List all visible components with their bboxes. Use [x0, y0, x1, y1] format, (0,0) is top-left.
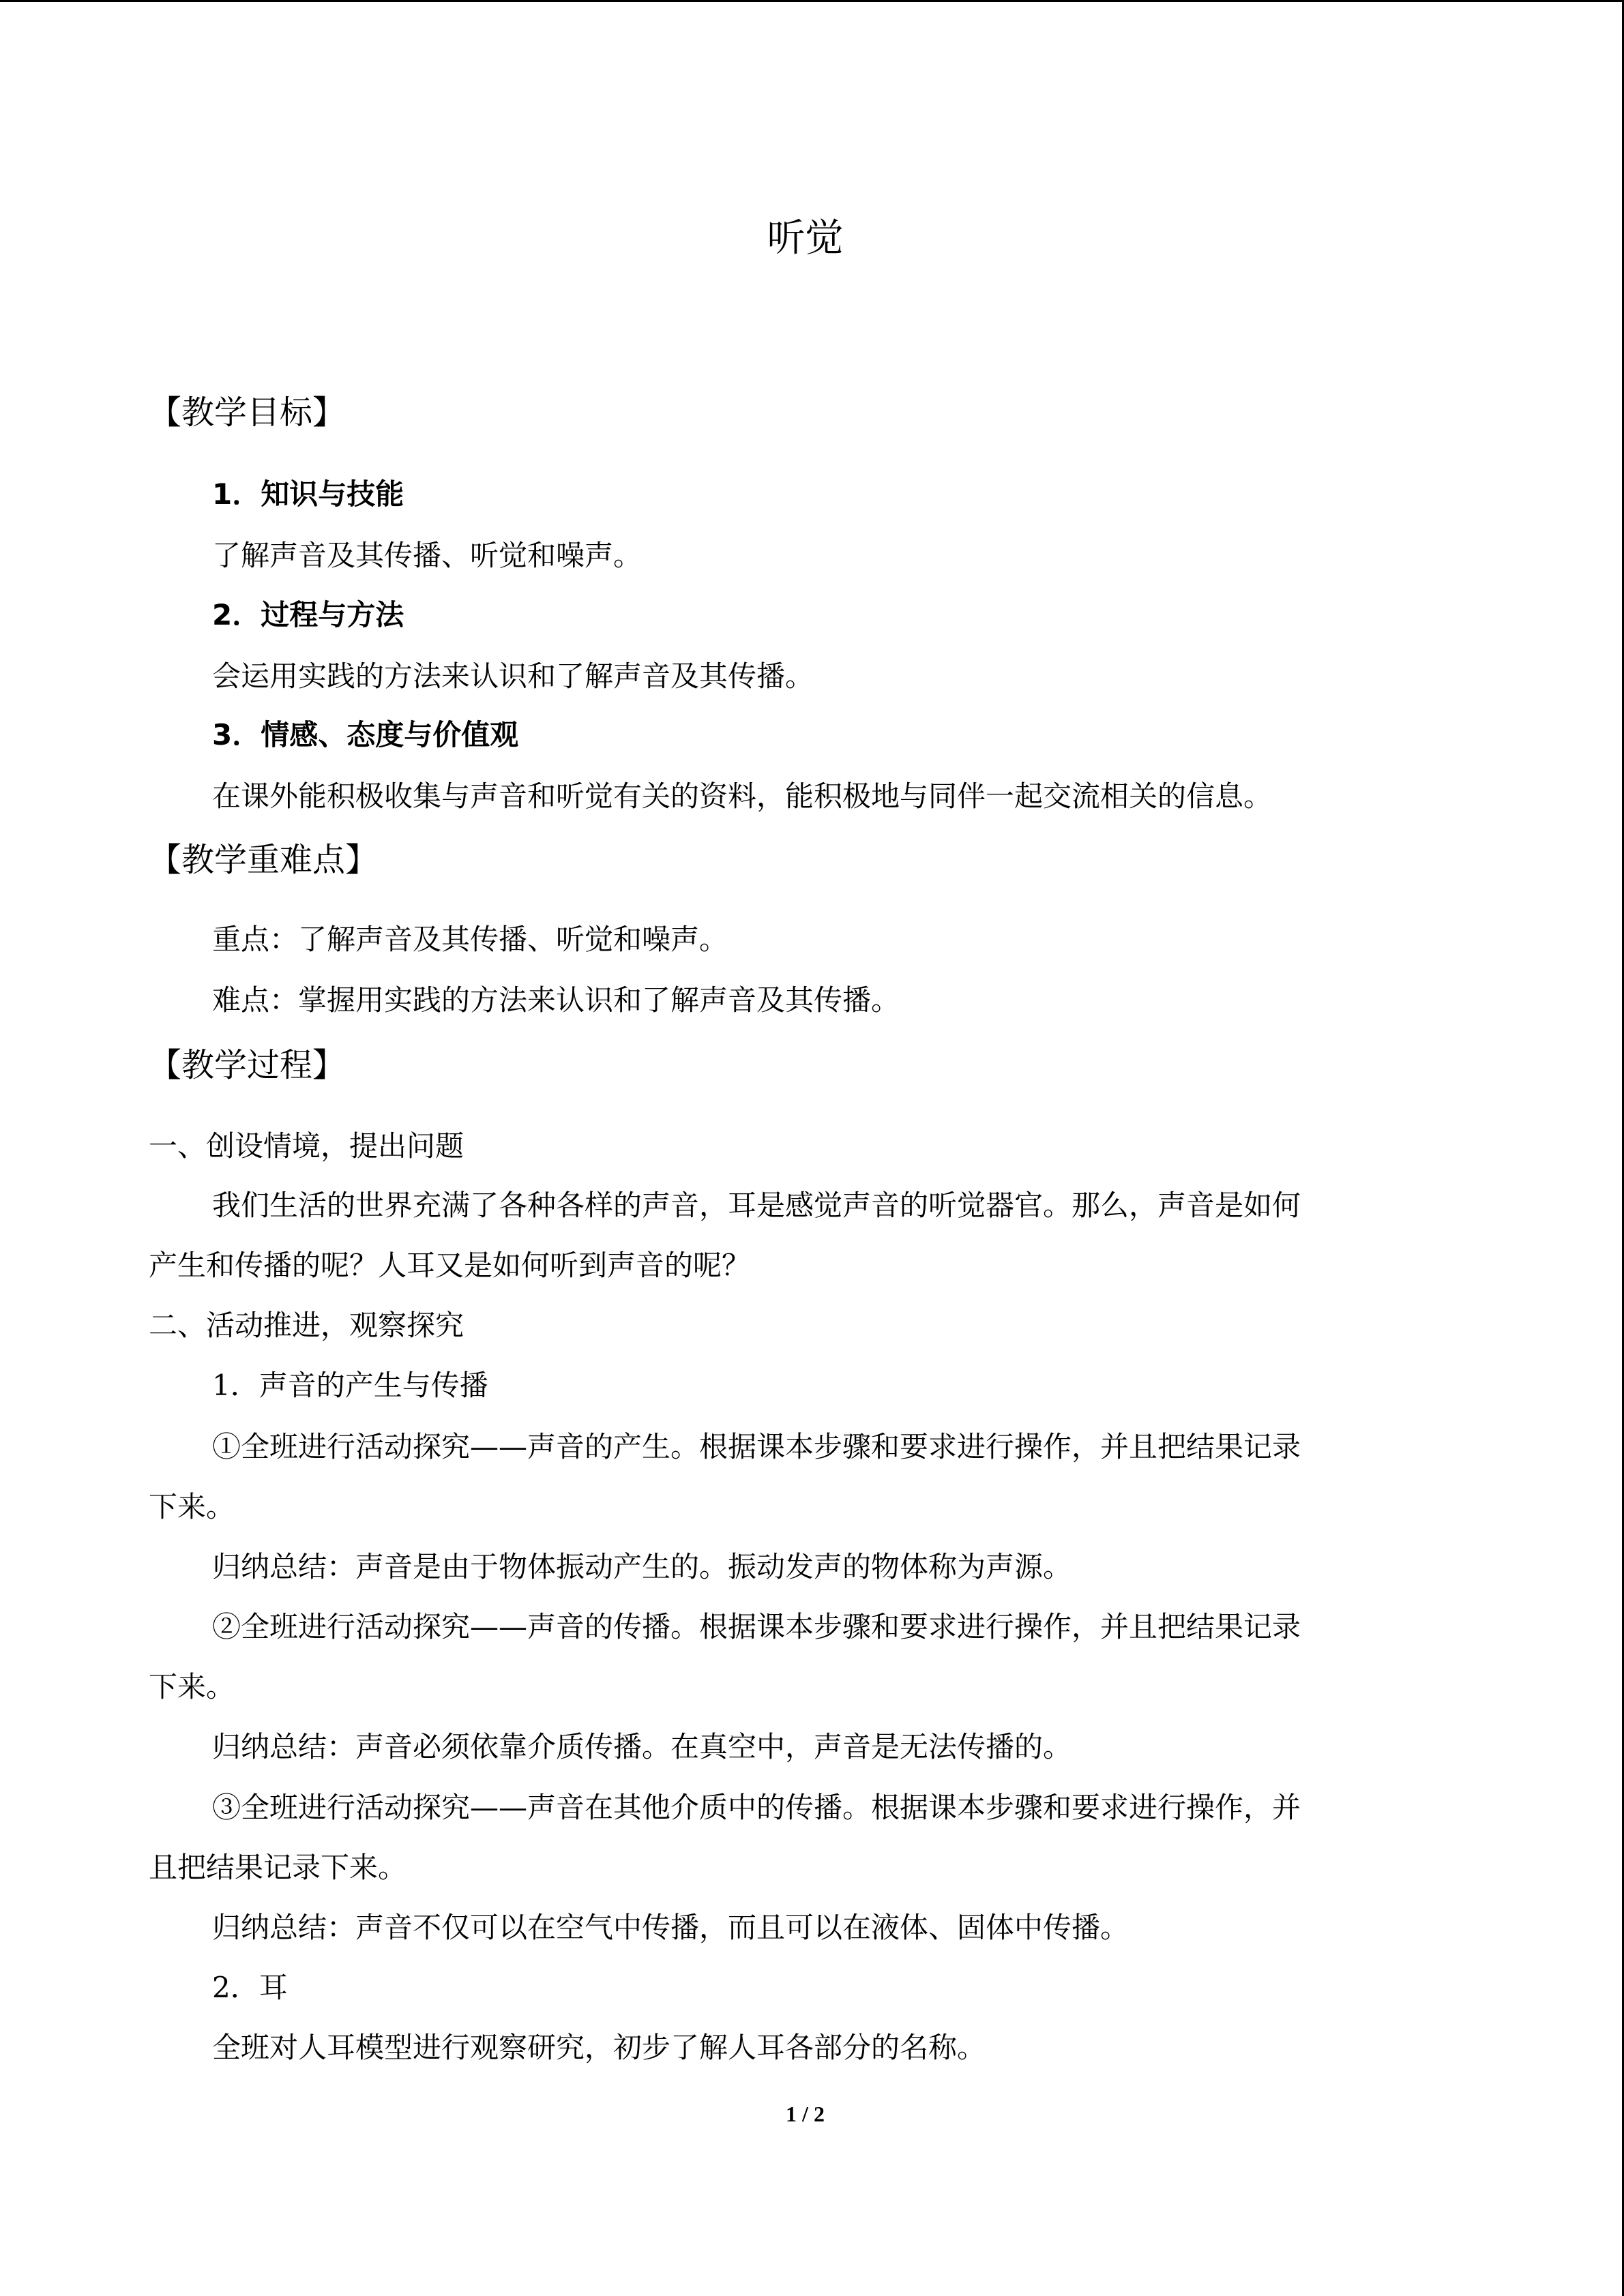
section-heading-process: 【教学过程】 [149, 1046, 346, 1084]
page-title: 听觉 [767, 216, 844, 260]
summary1: 归纳总结：声音是由于物体振动产生的。振动发声的物体称为声源。 [212, 1550, 1072, 1583]
activity3-line: ③全班进行活动探究——声音在其他介质中的传播。根据课本步骤和要求进行操作，并 [212, 1791, 1301, 1824]
document-page [149, 0, 1462, 2296]
difficult-point-line: 难点：掌握用实践的方法来认识和了解声音及其传播。 [212, 983, 900, 1017]
activity3-line: 且把结果记录下来。 [149, 1851, 407, 1884]
goal-label-attitude: 3．情感、态度与价值观 [212, 718, 519, 751]
sub2-text: 全班对人耳模型进行观察研究，初步了解人耳各部分的名称。 [212, 2031, 986, 2064]
part1-title: 一、创设情境，提出问题 [149, 1129, 464, 1163]
section-heading-key-points: 【教学重难点】 [149, 841, 379, 879]
activity1-line: 下来。 [149, 1490, 235, 1523]
summary2: 归纳总结：声音必须依靠介质传播。在真空中，声音是无法传播的。 [212, 1730, 1072, 1763]
sub2-title: 2．耳 [212, 1971, 288, 2004]
summary3: 归纳总结：声音不仅可以在空气中传播，而且可以在液体、固体中传播。 [212, 1911, 1130, 1944]
activity1-line: ①全班进行活动探究——声音的产生。根据课本步骤和要求进行操作，并且把结果记录 [212, 1430, 1301, 1463]
sub1-title: 1．声音的产生与传播 [212, 1369, 488, 1402]
section-heading-goals: 【教学目标】 [149, 393, 346, 432]
part2-title: 二、活动推进，观察探究 [149, 1309, 464, 1342]
goal-label-process: 2．过程与方法 [212, 598, 404, 631]
activity2-line: ②全班进行活动探究——声音的传播。根据课本步骤和要求进行操作，并且把结果记录 [212, 1610, 1301, 1643]
goal-text-attitude: 在课外能积极收集与声音和听觉有关的资料，能积极地与同伴一起交流相关的信息。 [212, 779, 1273, 813]
part1-text-line: 产生和传播的呢？人耳又是如何听到声音的呢？ [149, 1249, 751, 1282]
activity2-line: 下来。 [149, 1670, 235, 1703]
goal-text-process: 会运用实践的方法来认识和了解声音及其传播。 [212, 659, 814, 693]
key-point-line: 重点：了解声音及其传播、听觉和噪声。 [212, 923, 728, 956]
goal-label-knowledge: 1．知识与技能 [212, 477, 404, 511]
goal-text-knowledge: 了解声音及其传播、听觉和噪声。 [212, 539, 643, 572]
page-number: 1 / 2 [786, 2102, 825, 2126]
part1-text-line: 我们生活的世界充满了各种各样的声音，耳是感觉声音的听觉器官。那么，声音是如何 [212, 1189, 1301, 1222]
